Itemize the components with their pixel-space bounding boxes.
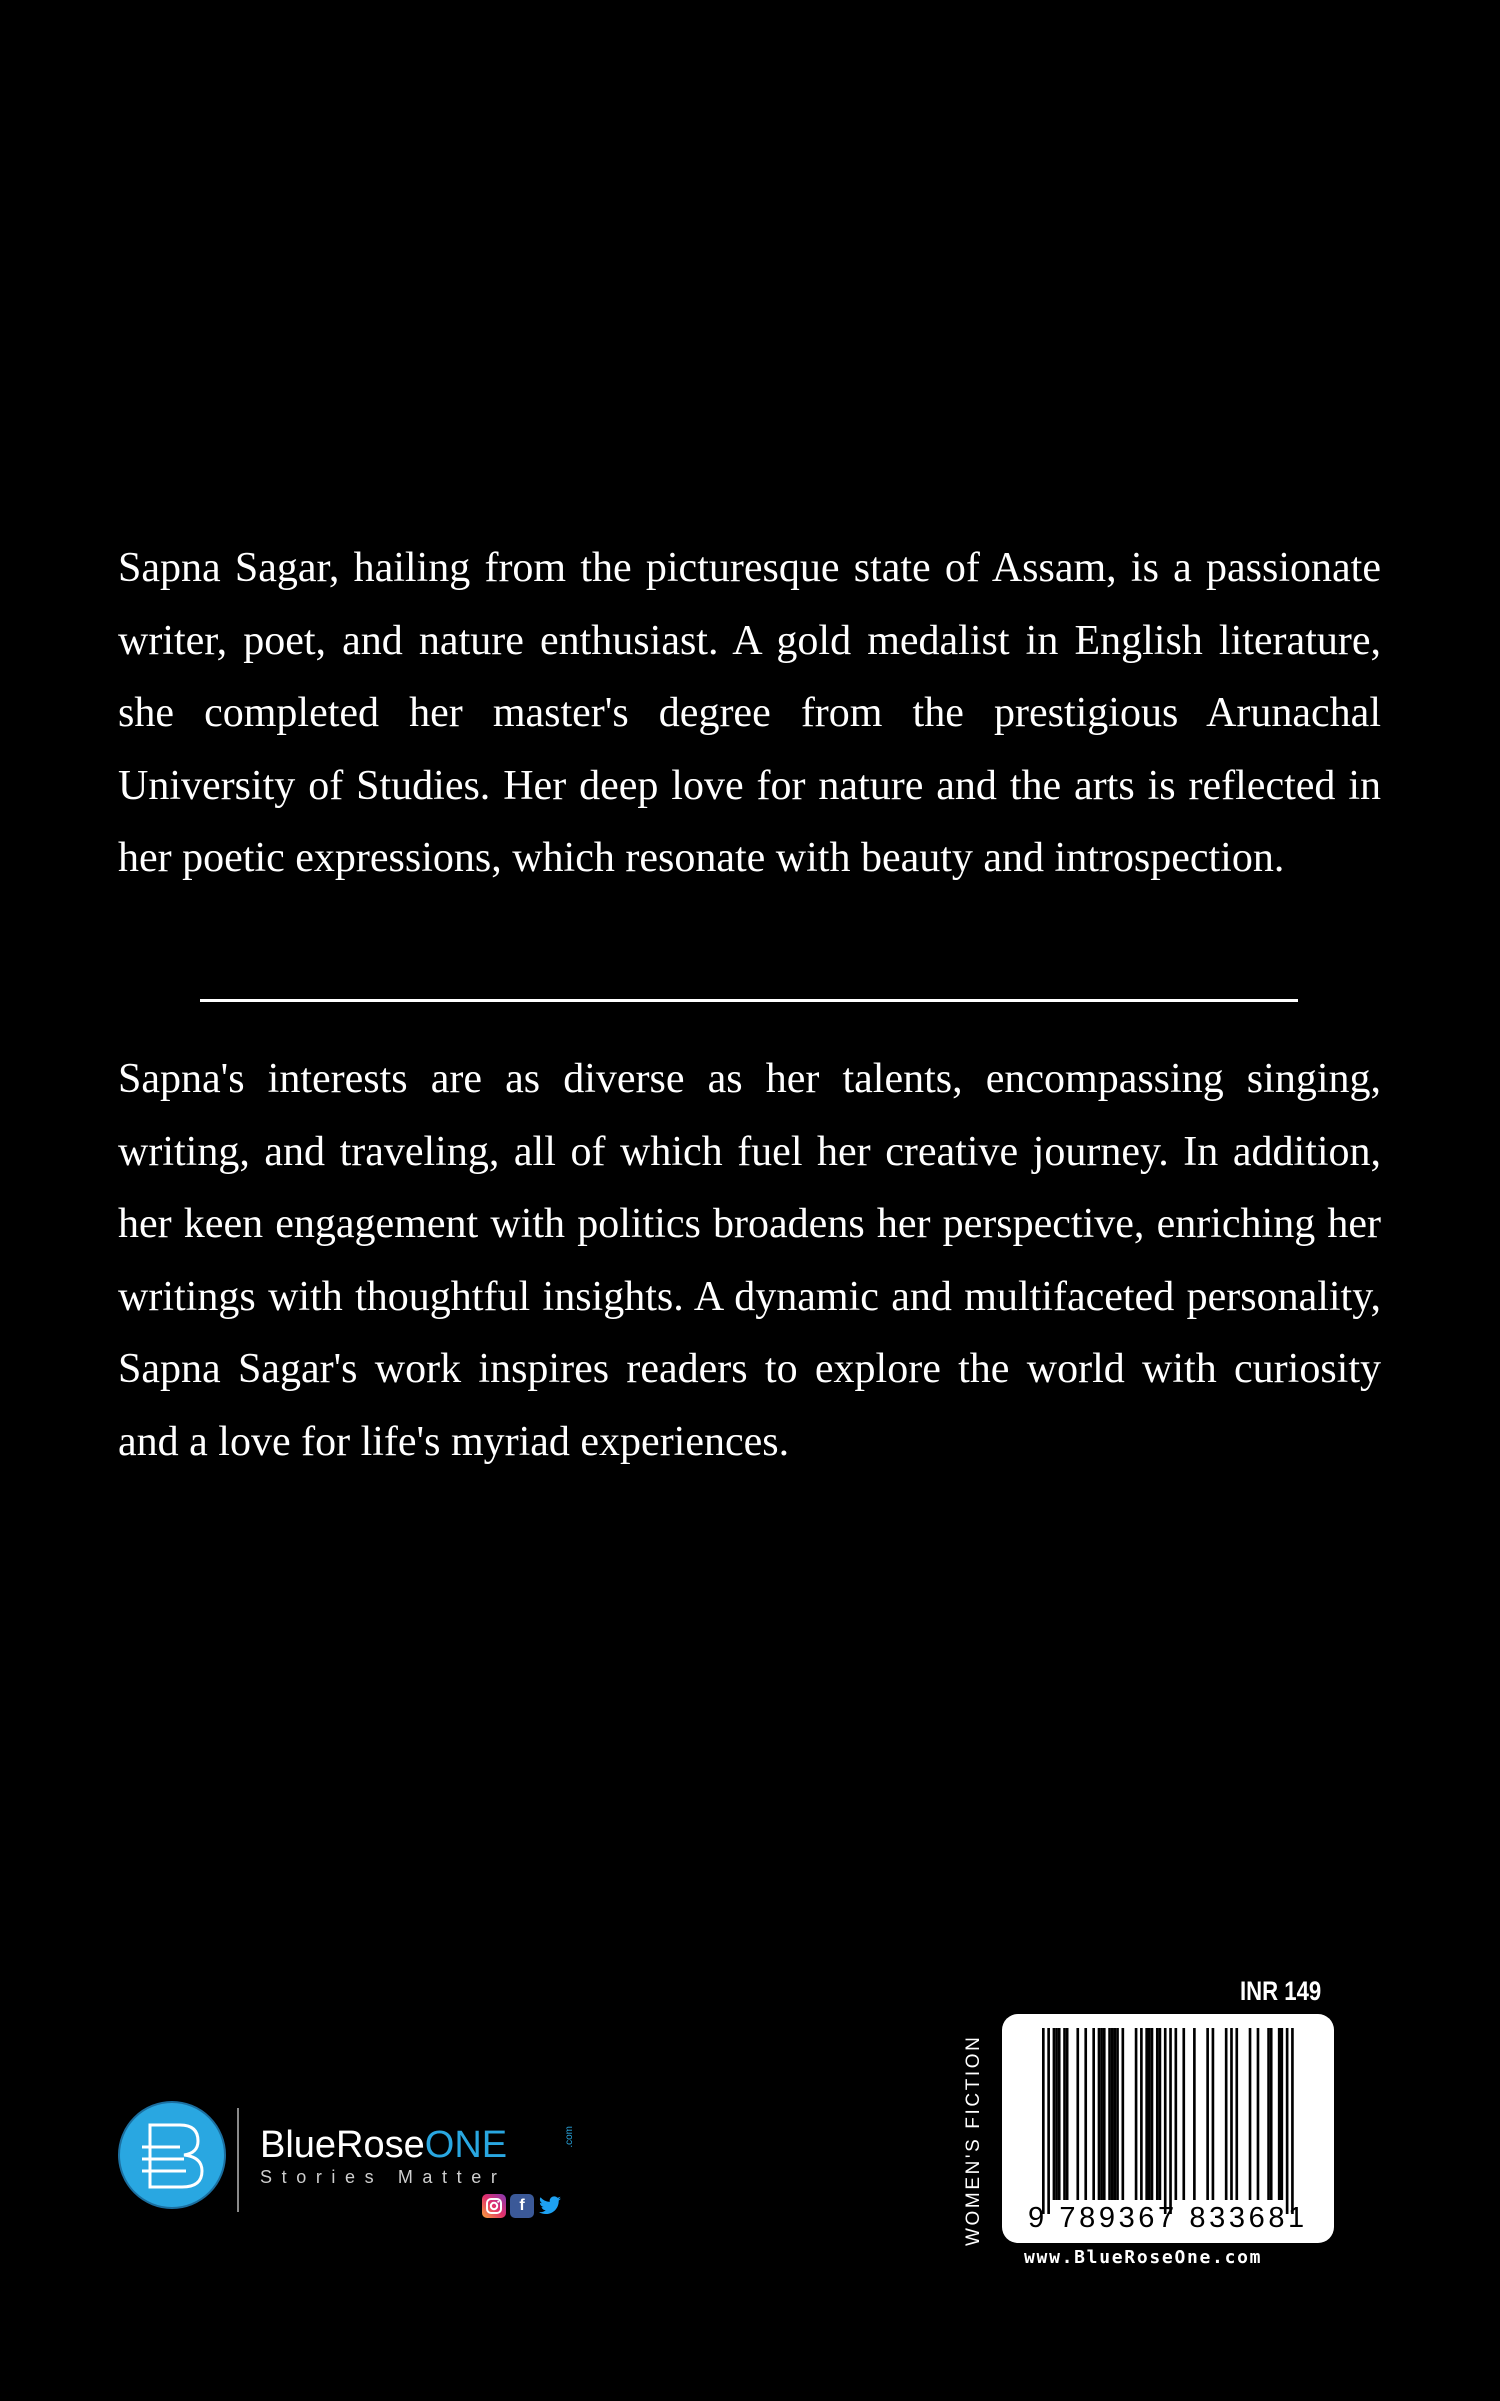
barcode-bar — [1063, 2028, 1066, 2200]
barcode-bar — [1267, 2028, 1270, 2200]
barcode-bar — [1278, 2028, 1281, 2200]
barcode-bar — [1145, 2028, 1148, 2200]
barcode-bar — [1212, 2028, 1215, 2200]
publisher-logo — [118, 2100, 578, 2220]
barcode-bar — [1235, 2028, 1238, 2200]
genre-label: WOMEN'S FICTION — [963, 2034, 984, 2246]
isbn-digits: 9 789367 833681 — [1028, 2202, 1308, 2234]
barcode-bar — [1169, 2028, 1172, 2214]
barcode-bar — [1092, 2028, 1095, 2200]
barcode-bar — [1111, 2028, 1114, 2200]
barcode-bar — [1076, 2028, 1079, 2200]
barcode-bar — [1116, 2028, 1119, 2200]
publisher-tagline: Stories Matter — [260, 2167, 507, 2187]
publisher-name-part-1: BlueRose — [260, 2124, 425, 2166]
barcode-bar — [1281, 2028, 1284, 2200]
bluerose-logo-icon — [118, 2101, 226, 2209]
instagram-icon — [482, 2194, 506, 2218]
isbn-barcode — [1002, 2014, 1334, 2243]
barcode-bar — [1159, 2028, 1162, 2200]
barcode-bar — [1151, 2028, 1154, 2200]
price-label: INR 149 — [1240, 1976, 1322, 2006]
barcode-bar — [1047, 2028, 1050, 2214]
barcode-bar — [1156, 2028, 1159, 2200]
publisher-domain-suffix: .com — [564, 2126, 575, 2148]
twitter-icon — [538, 2194, 562, 2218]
bio-paragraph-2: Sapna's interests are as diverse as her talents, encompassing singing, writing, and traveling, all of which fuel her creative journey. In addition, her keen engagement with politics broadens her perspective, enriching her writings with thoughtful insights. A dynamic and multifaceted personality, Sapna Sagar's work inspires readers to explore the world with curiosity and a love for life's myriad experiences. — [118, 1056, 1381, 1465]
barcode-bar — [1148, 2028, 1151, 2200]
barcode-bar — [1053, 2028, 1056, 2200]
barcode-bar — [1114, 2028, 1117, 2200]
barcode-bar — [1164, 2028, 1167, 2214]
social-icons — [482, 2194, 562, 2218]
publisher-name-part-2: ONE — [424, 2124, 508, 2166]
barcode-bar — [1084, 2028, 1087, 2200]
publisher-website: www.BlueRoseOne.com — [1024, 2247, 1263, 2268]
facebook-icon: f — [510, 2194, 534, 2218]
publisher-name — [260, 2126, 507, 2164]
barcode-bar — [1291, 2028, 1294, 2214]
barcode-bar — [1103, 2028, 1106, 2200]
barcode-bar — [1140, 2028, 1143, 2200]
barcode-bar — [1286, 2028, 1289, 2214]
barcode-bar — [1066, 2028, 1069, 2200]
bio-paragraph-1: Sapna Sagar, hailing from the picturesque state of Assam, is a passionate writer, poet, and nature enthusiast. A gold medalist in English literature, she completed her master's degree from the prestigious Arunachal University of Studies. Her deep love for nature and the arts is reflected in her poetic expressions, which resonate with beauty and introspection. — [118, 545, 1381, 882]
barcode-bar — [1175, 2028, 1178, 2200]
barcode-bar — [1135, 2028, 1138, 2200]
barcode-bar — [1249, 2028, 1252, 2200]
barcode-bar — [1225, 2028, 1228, 2200]
barcode-bar — [1042, 2028, 1045, 2214]
barcode-bar — [1182, 2028, 1185, 2200]
section-divider — [200, 999, 1298, 1002]
logo-separator — [237, 2108, 239, 2212]
barcode-bar — [1058, 2028, 1061, 2200]
barcode-bar — [1206, 2028, 1209, 2200]
barcode-bar — [1230, 2028, 1233, 2200]
barcode-bar — [1257, 2028, 1260, 2200]
barcode-bar — [1055, 2028, 1058, 2200]
barcode-bar — [1270, 2028, 1273, 2200]
barcode-bar — [1122, 2028, 1125, 2200]
barcode-bar — [1098, 2028, 1101, 2200]
barcode-bar — [1193, 2028, 1196, 2200]
barcode-bar — [1100, 2028, 1103, 2200]
barcode-bar — [1108, 2028, 1111, 2200]
